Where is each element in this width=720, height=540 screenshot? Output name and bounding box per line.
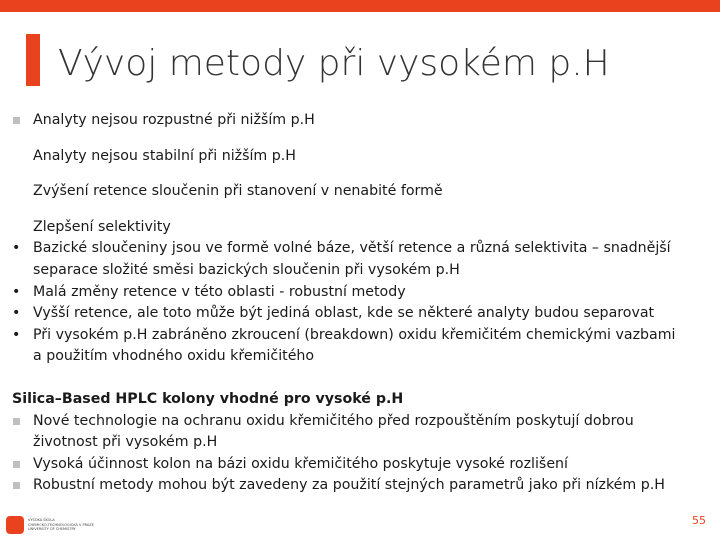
- bullet-line: Nové technologie na ochranu oxidu křemičitého před rozpouštěním poskytují dobrou: [12, 411, 712, 433]
- text-line: Analyty nejsou stabilní při nižším p.H: [33, 147, 296, 164]
- square-bullet-icon: [13, 418, 20, 425]
- slide-title: Vývoj metody při vysokém p.H: [58, 43, 610, 84]
- text-line: a použitím vhodného oxidu křemičitého: [33, 348, 315, 365]
- university-logo: [6, 516, 138, 534]
- page-number: 55: [692, 514, 706, 527]
- bullet-line: • Při vysokém p.H zabráněno zkroucení (breakdown) oxidu křemičitém chemickými vazbami: [12, 325, 712, 347]
- dot-bullet-icon: •: [12, 240, 21, 257]
- dot-bullet-icon: •: [12, 305, 21, 322]
- square-bullet-icon: [13, 461, 20, 468]
- bullet-line: Analyty nejsou rozpustné při nižším p.H: [12, 110, 712, 132]
- dot-bullet-icon: •: [12, 326, 21, 343]
- title-accent-bar: [26, 34, 40, 86]
- text-line: separace složité směsi bazických sloučenin při vysokém p.H: [33, 261, 460, 278]
- section-heading: Silica–Based HPLC kolony vhodné pro vysoké p.H: [12, 390, 404, 407]
- bullet-line: • Vyšší retence, ale toto může být jediná oblast, kde se některé analyty budou separovat: [12, 303, 712, 325]
- dot-bullet-icon: •: [12, 283, 21, 300]
- square-bullet-icon: [13, 117, 20, 124]
- bullet-line: • Malá změny retence v této oblasti - robustní metody: [12, 282, 712, 304]
- logo-text: VYSOKÁ ŠKOLA CHEMICKO-TECHNOLOGICKÁ V PRAZE UNIVERSITY OF CHEMISTRY: [28, 518, 94, 532]
- text-line: životnost při vysokém p.H: [33, 434, 218, 451]
- bullet-line: Vysoká účinnost kolon na bázi oxidu křemičitého poskytuje vysoké rozlišení: [12, 454, 712, 476]
- text-line: Zvýšení retence sloučenin při stanovení v nenabité formě: [33, 183, 443, 200]
- top-accent-bar: [0, 0, 720, 12]
- bullet-line: • Bazické sloučeniny jsou ve formě volné báze, větší retence a různá selektivita – snadnější: [12, 238, 712, 260]
- slide-content: [12, 110, 712, 497]
- bullet-line: Robustní metody mohou být zavedeny za použití stejných parametrů jako při nízkém p.H: [12, 475, 712, 497]
- logo-mark-icon: [6, 516, 24, 534]
- square-bullet-icon: [13, 482, 20, 489]
- text-line: Zlepšení selektivity: [33, 218, 171, 235]
